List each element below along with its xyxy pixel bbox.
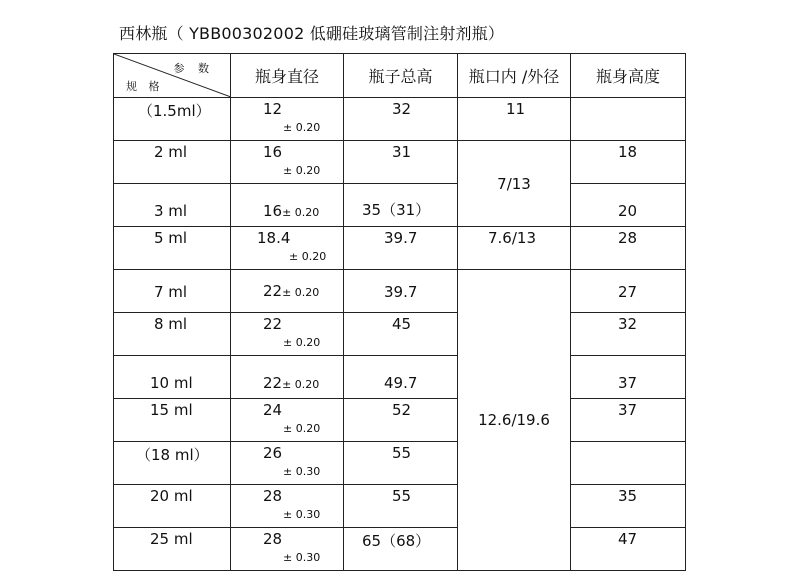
spec-cell: 3 ml [114, 184, 231, 227]
height-cell: 39.7 [344, 227, 458, 270]
body-height-cell: 20 [571, 184, 686, 227]
height-cell: 65（68） [344, 528, 458, 571]
body-height-cell: 47 [571, 528, 686, 571]
diameter-cell: 22± 0.20 [231, 356, 344, 399]
diameter-cell: 28 ± 0.30 [231, 528, 344, 571]
table-row [114, 141, 686, 184]
body-height-cell: 37 [571, 399, 686, 442]
diameter-cell: 18.4 ± 0.20 [231, 227, 344, 270]
mouth-cell: 7.6/13 [458, 227, 571, 270]
body-height-cell: 35 [571, 485, 686, 528]
height-cell: 31 [344, 141, 458, 184]
height-cell: 55 [344, 442, 458, 485]
table-row [114, 485, 686, 528]
diameter-cell: 28 ± 0.30 [231, 485, 344, 528]
header-row [114, 54, 686, 98]
table-row [114, 270, 686, 313]
spec-cell: 2 ml [114, 141, 231, 184]
table-row [114, 528, 686, 571]
spec-cell: 20 ml [114, 485, 231, 528]
corner-header-cell [114, 54, 231, 98]
spec-cell: 5 ml [114, 227, 231, 270]
body-height-cell: 18 [571, 141, 686, 184]
height-cell: 32 [344, 98, 458, 141]
diameter-cell: 12 ± 0.20 [231, 98, 344, 141]
body-height-cell: 32 [571, 313, 686, 356]
diameter-cell: 16± 0.20 [231, 184, 344, 227]
header-diameter: 瓶身直径 [231, 54, 344, 98]
spec-cell: （18 ml） [114, 442, 231, 485]
table-row [114, 442, 686, 485]
height-cell: 52 [344, 399, 458, 442]
header-mouth: 瓶口内 /外径 [458, 54, 571, 98]
mouth-cell-merged: 12.6/19.6 [458, 270, 571, 571]
corner-label-params: 参 数 [173, 62, 214, 75]
body-height-cell: 27 [571, 270, 686, 313]
spec-cell: 15 ml [114, 399, 231, 442]
height-cell: 49.7 [344, 356, 458, 399]
spec-cell: 7 ml [114, 270, 231, 313]
body-height-cell: 37 [571, 356, 686, 399]
body-height-cell [571, 442, 686, 485]
height-cell: 35（31） [344, 184, 458, 227]
table-row [114, 98, 686, 141]
diameter-cell: 26 ± 0.30 [231, 442, 344, 485]
corner-label-spec: 规 格 [126, 80, 164, 93]
spec-cell: （1.5ml） [114, 98, 231, 141]
spec-cell: 25 ml [114, 528, 231, 571]
height-cell: 45 [344, 313, 458, 356]
mouth-cell: 11 [458, 98, 571, 141]
table-row [114, 313, 686, 356]
table-row [114, 184, 686, 227]
spec-cell: 8 ml [114, 313, 231, 356]
body-height-cell: 28 [571, 227, 686, 270]
table-row [114, 399, 686, 442]
diameter-cell: 16 ± 0.20 [231, 141, 344, 184]
table-row [114, 356, 686, 399]
height-cell: 55 [344, 485, 458, 528]
diameter-cell: 22 ± 0.20 [231, 313, 344, 356]
table-row [114, 227, 686, 270]
vial-spec-table [113, 53, 686, 571]
body-height-cell [571, 98, 686, 141]
mouth-cell-merged: 7/13 [458, 141, 571, 227]
spec-cell: 10 ml [114, 356, 231, 399]
diameter-cell: 24 ± 0.20 [231, 399, 344, 442]
document-title: 西林瓶（ YBB00302002 低硼硅玻璃管制注射剂瓶） [119, 24, 505, 43]
header-total-height: 瓶子总高 [344, 54, 458, 98]
header-body-height: 瓶身高度 [571, 54, 686, 98]
diameter-cell: 22± 0.20 [231, 270, 344, 313]
height-cell: 39.7 [344, 270, 458, 313]
